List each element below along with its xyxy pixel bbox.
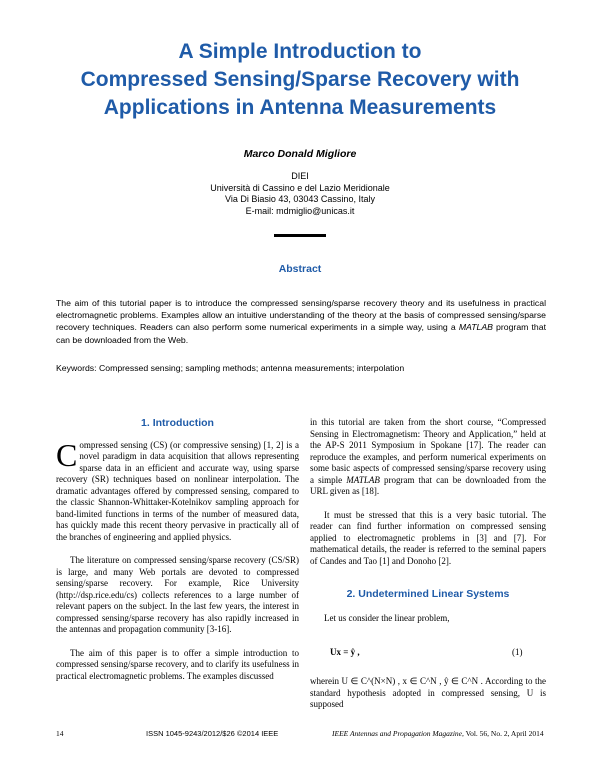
paper-title xyxy=(0,38,600,122)
journal-citation xyxy=(332,729,544,738)
dropcap: C xyxy=(56,436,78,473)
header-divider xyxy=(274,234,326,237)
section-2-heading: 2. Undetermined Linear Systems xyxy=(346,588,510,600)
right-column xyxy=(310,417,546,624)
author-name: Marco Donald Migliore xyxy=(243,148,357,160)
journal-issue: Vol. 56, No. 2, April 2014 xyxy=(463,729,544,738)
section-1-heading: 1. Introduction xyxy=(141,417,214,429)
page-number: 14 xyxy=(56,729,64,738)
section-2-intro: Let us consider the linear problem, xyxy=(324,612,450,623)
intro-p1-text: ompressed sensing (CS) (or compressive sensing) [1, 2] is a novel paradigm in data acquisition that allows representing sparse data in an efficient and accurate way, using sparse recovery (SR) techniques based on nonlinear interpolation. The dramatic advantages offered by compressed sensing, compared to the classic Shannon-Whittaker-Kotelnikov sampling approach for band-limited functions in terms of the number of measured data, has quickly made this recent theory pervasive in practically all of the branches of engineering and applied physics. xyxy=(56,439,299,542)
abstract-heading: Abstract xyxy=(278,263,322,275)
intro-paragraph-3: The aim of this paper is to offer a simple introduction to compressed sensing/sparse recovery, and to clarify its usefulness in practical electromagnetic problems. The examples discussed xyxy=(56,647,299,681)
intro-paragraph-4 xyxy=(310,417,546,498)
abstract-text-part: The aim of this tutorial paper is to introduce the compressed sensing/sparse recovery theory and its usefulness in practical electromagnetic problems. Examples allow an intuitive understanding of the theory at the basis of compressed sensing/sparse recovery techniques. Readers can also perform some numerical experiments in a simple way, using a xyxy=(56,298,546,333)
left-column xyxy=(56,418,299,682)
intro-paragraph-2: The literature on compressed sensing/sparse recovery (CS/SR) is large, and many Web portals are devoted to compressed sensing/sparse recovery. For example, Rice University (http://dsp.rice.edu/cs) collects references to a large number of relevant papers on the subject. In the last few years, the interest in compressed sensing/sparse recovery has also rapidly increased in the antennas and propagation community [3-16]. xyxy=(56,555,299,634)
abstract-matlab: MATLAB xyxy=(458,322,493,333)
intro-paragraph-5: It must be stressed that this is a very basic tutorial. The reader can find further information on compressed sensing applied to electromagnetic problems in [3] and [7]. For mathematical details, the reader is referred to the seminal papers of Candes and Tao [1] and Donoho [2]. xyxy=(310,509,546,566)
section-2-where: wherein U ∈ C^(N×N) , x ∈ C^N , ŷ ∈ C^N . According to the standard hypothesis adopted in compressed sensing, U is supposed xyxy=(310,676,546,709)
title-line-3: Applications in Antenna Measurements xyxy=(103,96,497,119)
affiliation-block xyxy=(0,171,600,217)
intro-p4-text: program that can be downloaded from the URL given as [18]. xyxy=(310,474,547,496)
affiliation-address: Via Di Biasio 43, 03043 Cassino, Italy xyxy=(225,194,375,205)
title-line-1: A Simple Introduction to xyxy=(178,40,422,63)
affiliation-university: Università di Cassino e del Lazio Meridionale xyxy=(210,182,390,193)
abstract-text-part: program that can be downloaded from the Web. xyxy=(56,322,546,345)
affiliation-department: DIEI xyxy=(291,171,309,181)
abstract-text xyxy=(56,297,546,346)
intro-paragraph-1 xyxy=(56,436,299,544)
equation-1-number: (1) xyxy=(512,647,523,657)
title-line-2: Compressed Sensing/Sparse Recovery with xyxy=(80,68,520,91)
issn-line: ISSN 1045-9243/2012/$26 ©2014 IEEE xyxy=(146,729,279,738)
keywords: Keywords: Compressed sensing; sampling methods; antenna measurements; interpolation xyxy=(56,363,405,373)
intro-p4-matlab: MATLAB xyxy=(346,474,380,485)
journal-name: IEEE Antennas and Propagation Magazine, xyxy=(332,729,464,738)
equation-1: Ux = ŷ , xyxy=(330,647,360,657)
affiliation-email: E-mail: mdmiglio@unicas.it xyxy=(245,205,355,216)
intro-p4-text: in this tutorial are taken from the short course, “Compressed Sensing in Electromagnetism: Theory and Application,” held at the AP-S 2011 Symposium in Spokane [17]. The reader can reproduce the examples, and perform numerical experiments on some basic aspects of compressed sensing/sparse recovery using a simple xyxy=(310,417,546,485)
